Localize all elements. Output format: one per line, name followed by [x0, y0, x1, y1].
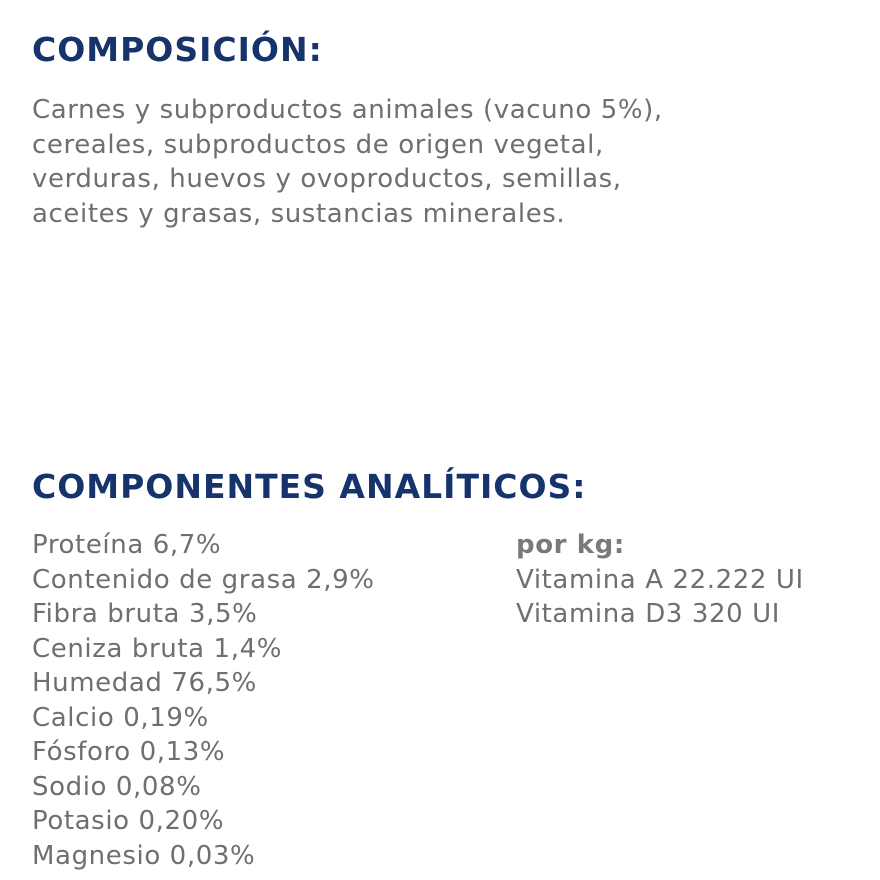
analytical-item-sodium: Sodio 0,08%	[32, 771, 202, 802]
per-kg-item-vitamin-a: Vitamina A 22.222 UI	[516, 564, 804, 595]
composition-line: aceites y grasas, sustancias minerales.	[32, 198, 566, 229]
analytical-item-ash: Ceniza bruta 1,4%	[32, 633, 283, 664]
per-kg-list	[516, 528, 804, 632]
composition-line: Carnes y subproductos animales (vacuno 5%),	[32, 95, 663, 125]
analytical-item-calcium: Calcio 0,19%	[32, 702, 209, 733]
composition-line: verduras, huevos y ovoproductos, semillas,	[32, 164, 622, 194]
per-kg-item-vitamin-d3: Vitamina D3 320 UI	[516, 599, 781, 629]
analytical-item-phosphorus: Fósforo 0,13%	[32, 737, 226, 767]
composition-heading: COMPOSICIÓN:	[32, 30, 323, 69]
per-kg-title: por kg:	[516, 530, 625, 560]
analytical-components-list	[32, 528, 375, 873]
analytical-item-fiber: Fibra bruta 3,5%	[32, 599, 258, 629]
analytical-item-moisture: Humedad 76,5%	[32, 668, 257, 698]
composition-text	[32, 93, 663, 231]
analytical-item-fat: Contenido de grasa 2,9%	[32, 564, 375, 595]
analytical-components-heading: COMPONENTES ANALÍTICOS:	[32, 467, 587, 506]
analytical-item-protein: Proteína 6,7%	[32, 530, 222, 560]
composition-line: cereales, subproductos de origen vegetal,	[32, 129, 604, 160]
analytical-item-potassium: Potasio 0,20%	[32, 806, 225, 836]
analytical-item-magnesium: Magnesio 0,03%	[32, 840, 256, 871]
